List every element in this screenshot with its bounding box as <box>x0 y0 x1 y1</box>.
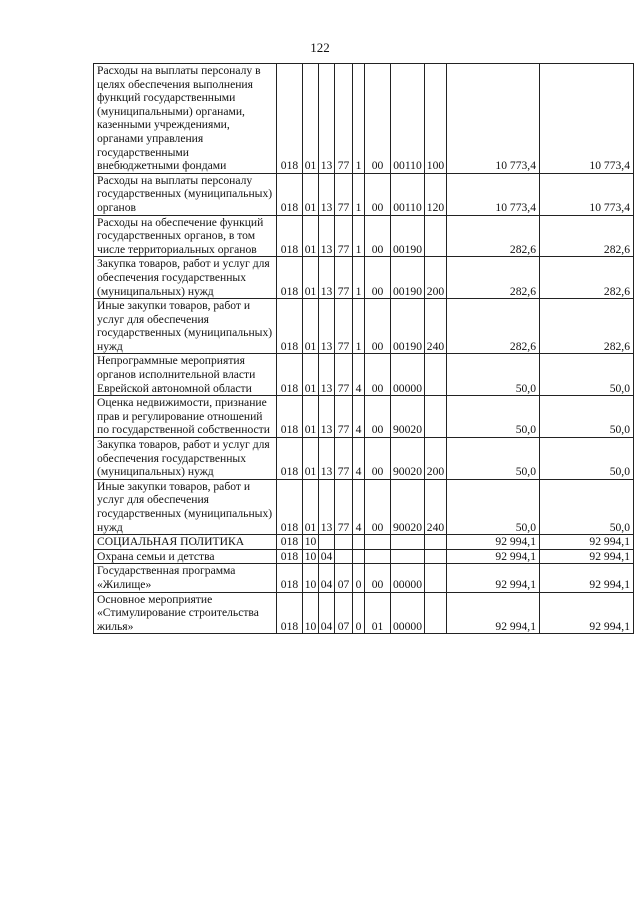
cell-sum-year-2: 282,6 <box>540 299 634 354</box>
cell-section-code: 01 <box>303 354 319 396</box>
cell-direction-code <box>391 549 425 564</box>
cell-expense-type-code <box>425 564 447 592</box>
cell-name: Расходы на выплаты персоналу государственных (муниципальных) органов <box>94 173 277 215</box>
cell-expense-type-code <box>425 396 447 438</box>
cell-section-code: 01 <box>303 215 319 257</box>
page-number: 122 <box>310 40 330 55</box>
cell-program-code: 77 <box>335 257 353 299</box>
cell-direction-code: 00000 <box>391 592 425 634</box>
cell-ved-code: 018 <box>277 173 303 215</box>
cell-sum-year-2: 92 994,1 <box>540 592 634 634</box>
cell-subprogram-code: 1 <box>353 173 365 215</box>
cell-program-code: 77 <box>335 354 353 396</box>
table-row <box>94 396 634 438</box>
cell-section-code: 01 <box>303 64 319 174</box>
cell-ved-code: 018 <box>277 564 303 592</box>
table-row <box>94 257 634 299</box>
table-row <box>94 592 634 634</box>
cell-sum-year-2: 50,0 <box>540 438 634 480</box>
cell-name: Непрограммные мероприятия органов исполнительной власти Еврейской автономной области <box>94 354 277 396</box>
cell-measure-code <box>365 549 391 564</box>
cell-program-code: 77 <box>335 173 353 215</box>
table-row <box>94 479 634 534</box>
cell-section-code: 01 <box>303 257 319 299</box>
cell-section-code: 01 <box>303 173 319 215</box>
cell-sum-year-2: 10 773,4 <box>540 173 634 215</box>
cell-section-code: 10 <box>303 549 319 564</box>
cell-ved-code: 018 <box>277 396 303 438</box>
cell-subsection-code: 13 <box>319 299 335 354</box>
cell-expense-type-code: 100 <box>425 64 447 174</box>
cell-measure-code: 00 <box>365 438 391 480</box>
cell-section-code: 01 <box>303 479 319 534</box>
table-body <box>94 64 634 634</box>
cell-subprogram-code: 1 <box>353 215 365 257</box>
cell-subprogram-code: 0 <box>353 564 365 592</box>
cell-section-code: 01 <box>303 396 319 438</box>
cell-program-code: 77 <box>335 215 353 257</box>
cell-expense-type-code: 200 <box>425 438 447 480</box>
cell-subprogram-code <box>353 535 365 550</box>
table-row <box>94 354 634 396</box>
cell-subsection-code: 13 <box>319 396 335 438</box>
cell-measure-code: 01 <box>365 592 391 634</box>
cell-ved-code: 018 <box>277 215 303 257</box>
cell-ved-code: 018 <box>277 354 303 396</box>
cell-program-code: 77 <box>335 479 353 534</box>
table-row <box>94 535 634 550</box>
cell-subprogram-code: 1 <box>353 299 365 354</box>
cell-sum-year-2: 50,0 <box>540 479 634 534</box>
cell-ved-code: 018 <box>277 299 303 354</box>
cell-sum-year-1: 282,6 <box>447 257 540 299</box>
cell-subsection-code: 13 <box>319 438 335 480</box>
cell-measure-code: 00 <box>365 299 391 354</box>
table-row <box>94 173 634 215</box>
cell-expense-type-code <box>425 354 447 396</box>
cell-name: Закупка товаров, работ и услуг для обеспечения государственных (муниципальных) нужд <box>94 257 277 299</box>
cell-sum-year-1: 10 773,4 <box>447 64 540 174</box>
cell-name: Иные закупки товаров, работ и услуг для обеспечения государственных (муниципальных) нужд <box>94 299 277 354</box>
cell-section-code: 01 <box>303 299 319 354</box>
cell-subsection-code: 04 <box>319 592 335 634</box>
cell-sum-year-1: 92 994,1 <box>447 564 540 592</box>
cell-subsection-code: 04 <box>319 549 335 564</box>
cell-sum-year-1: 92 994,1 <box>447 535 540 550</box>
cell-sum-year-2: 92 994,1 <box>540 535 634 550</box>
cell-direction-code: 00000 <box>391 564 425 592</box>
table-row <box>94 64 634 174</box>
cell-sum-year-1: 50,0 <box>447 438 540 480</box>
cell-subprogram-code: 4 <box>353 438 365 480</box>
cell-subsection-code: 13 <box>319 215 335 257</box>
cell-sum-year-1: 92 994,1 <box>447 592 540 634</box>
cell-subsection-code: 04 <box>319 564 335 592</box>
cell-expense-type-code <box>425 592 447 634</box>
table-row <box>94 215 634 257</box>
cell-program-code <box>335 535 353 550</box>
cell-program-code: 77 <box>335 438 353 480</box>
cell-program-code: 07 <box>335 564 353 592</box>
cell-measure-code: 00 <box>365 215 391 257</box>
cell-sum-year-1: 50,0 <box>447 396 540 438</box>
budget-table <box>93 63 634 634</box>
cell-name: Расходы на обеспечение функций государственных органов, в том числе территориальных органов <box>94 215 277 257</box>
table-row <box>94 438 634 480</box>
cell-sum-year-2: 10 773,4 <box>540 64 634 174</box>
cell-sum-year-1: 282,6 <box>447 215 540 257</box>
cell-sum-year-1: 92 994,1 <box>447 549 540 564</box>
cell-sum-year-1: 282,6 <box>447 299 540 354</box>
cell-name: Расходы на выплаты персоналу в целях обеспечения выполнения функций государственными (муниципальными) органами, казенными учреждениями, органами управления государственными внебюджетными фондами <box>94 64 277 174</box>
cell-name: Закупка товаров, работ и услуг для обеспечения государственных (муниципальных) нужд <box>94 438 277 480</box>
cell-sum-year-2: 50,0 <box>540 354 634 396</box>
cell-subprogram-code: 4 <box>353 354 365 396</box>
cell-sum-year-1: 50,0 <box>447 354 540 396</box>
cell-subprogram-code: 4 <box>353 396 365 438</box>
cell-name: Государственная программа «Жилище» <box>94 564 277 592</box>
cell-subprogram-code: 0 <box>353 592 365 634</box>
cell-direction-code: 90020 <box>391 479 425 534</box>
cell-program-code: 07 <box>335 592 353 634</box>
cell-name: Основное мероприятие «Стимулирование строительства жилья» <box>94 592 277 634</box>
cell-program-code: 77 <box>335 396 353 438</box>
cell-expense-type-code: 240 <box>425 299 447 354</box>
cell-expense-type-code: 120 <box>425 173 447 215</box>
cell-name: Оценка недвижимости, признание прав и регулирование отношений по государственной собственности <box>94 396 277 438</box>
cell-subsection-code <box>319 535 335 550</box>
cell-measure-code: 00 <box>365 257 391 299</box>
cell-program-code: 77 <box>335 64 353 174</box>
cell-direction-code: 00190 <box>391 257 425 299</box>
cell-sum-year-2: 282,6 <box>540 215 634 257</box>
cell-ved-code: 018 <box>277 549 303 564</box>
cell-measure-code <box>365 535 391 550</box>
cell-direction-code: 90020 <box>391 396 425 438</box>
cell-measure-code: 00 <box>365 173 391 215</box>
cell-subprogram-code: 1 <box>353 64 365 174</box>
cell-program-code <box>335 549 353 564</box>
table-row <box>94 549 634 564</box>
cell-sum-year-2: 282,6 <box>540 257 634 299</box>
cell-direction-code: 90020 <box>391 438 425 480</box>
cell-subprogram-code <box>353 549 365 564</box>
cell-subsection-code: 13 <box>319 64 335 174</box>
cell-subprogram-code: 1 <box>353 257 365 299</box>
cell-direction-code: 00110 <box>391 173 425 215</box>
cell-section-code: 10 <box>303 592 319 634</box>
cell-name: Иные закупки товаров, работ и услуг для обеспечения государственных (муниципальных) нужд <box>94 479 277 534</box>
cell-sum-year-1: 10 773,4 <box>447 173 540 215</box>
cell-subprogram-code: 4 <box>353 479 365 534</box>
cell-measure-code: 00 <box>365 396 391 438</box>
cell-name: СОЦИАЛЬНАЯ ПОЛИТИКА <box>94 535 277 550</box>
cell-measure-code: 00 <box>365 564 391 592</box>
cell-subsection-code: 13 <box>319 354 335 396</box>
cell-sum-year-2: 92 994,1 <box>540 549 634 564</box>
cell-sum-year-2: 50,0 <box>540 396 634 438</box>
table-row <box>94 564 634 592</box>
cell-section-code: 10 <box>303 564 319 592</box>
cell-direction-code: 00000 <box>391 354 425 396</box>
cell-measure-code: 00 <box>365 479 391 534</box>
cell-expense-type-code <box>425 215 447 257</box>
table-row <box>94 299 634 354</box>
cell-expense-type-code <box>425 535 447 550</box>
cell-expense-type-code <box>425 549 447 564</box>
cell-name: Охрана семьи и детства <box>94 549 277 564</box>
cell-ved-code: 018 <box>277 64 303 174</box>
cell-ved-code: 018 <box>277 257 303 299</box>
cell-expense-type-code: 240 <box>425 479 447 534</box>
cell-subsection-code: 13 <box>319 257 335 299</box>
cell-section-code: 01 <box>303 438 319 480</box>
cell-ved-code: 018 <box>277 438 303 480</box>
cell-sum-year-2: 92 994,1 <box>540 564 634 592</box>
cell-program-code: 77 <box>335 299 353 354</box>
cell-sum-year-1: 50,0 <box>447 479 540 534</box>
cell-direction-code: 00190 <box>391 299 425 354</box>
cell-subsection-code: 13 <box>319 173 335 215</box>
cell-ved-code: 018 <box>277 479 303 534</box>
cell-section-code: 10 <box>303 535 319 550</box>
cell-measure-code: 00 <box>365 354 391 396</box>
cell-ved-code: 018 <box>277 535 303 550</box>
cell-measure-code: 00 <box>365 64 391 174</box>
cell-direction-code <box>391 535 425 550</box>
cell-ved-code: 018 <box>277 592 303 634</box>
cell-subsection-code: 13 <box>319 479 335 534</box>
cell-direction-code: 00190 <box>391 215 425 257</box>
cell-expense-type-code: 200 <box>425 257 447 299</box>
cell-direction-code: 00110 <box>391 64 425 174</box>
